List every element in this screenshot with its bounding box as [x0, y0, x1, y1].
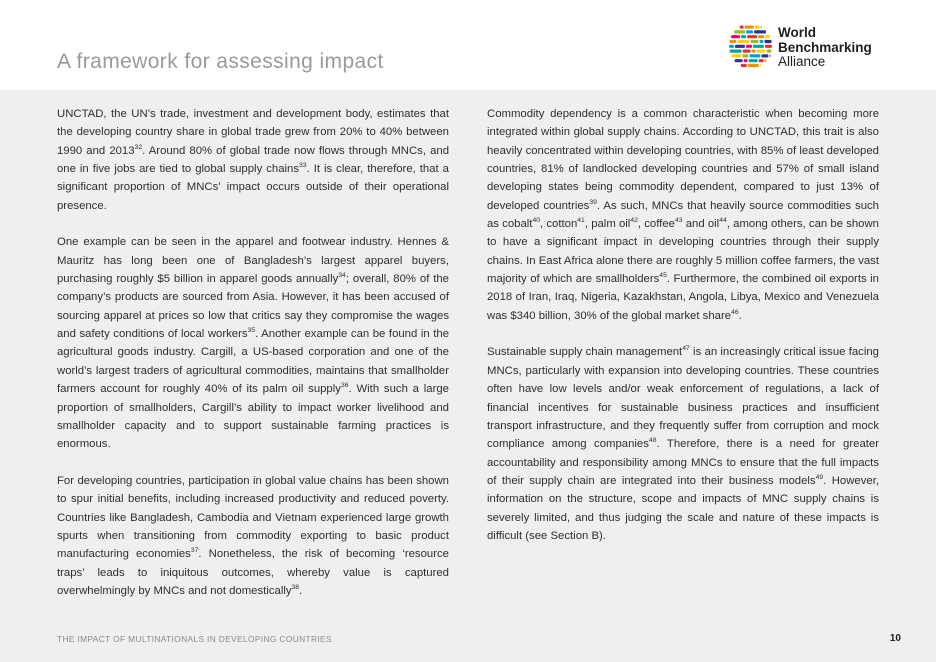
- logo-line-benchmarking: Benchmarking: [778, 39, 872, 55]
- logo-stripe: [746, 30, 753, 33]
- footnote-ref: 42: [630, 217, 638, 225]
- footnote-ref: 36: [340, 382, 349, 390]
- footnote-ref: 32: [134, 143, 143, 151]
- logo-stripe: [735, 59, 743, 62]
- footnote-ref: 40: [532, 217, 541, 225]
- logo-stripe: [738, 40, 750, 43]
- footnote-ref: 35: [247, 327, 256, 335]
- logo-stripe: [730, 40, 737, 43]
- logo-stripe: [744, 59, 748, 62]
- logo-stripe: [746, 45, 752, 48]
- logo-line-world: World: [778, 25, 816, 40]
- text: .: [738, 309, 742, 322]
- paragraph-unctad-trade: [57, 105, 449, 215]
- footnote-ref: 41: [577, 217, 585, 225]
- text: . It is clear, therefore, that a significant proportion of MNCs’ impact occurs outside of their operational presence.: [57, 163, 449, 212]
- logo-stripe: [741, 35, 746, 38]
- logo-stripe: [734, 30, 745, 33]
- paragraph-global-value-chains: [57, 472, 449, 600]
- text: is an increasingly critical issue facing MNCs, particularly with expansion into developing countries. These countries often have low levels and/or weak enforcement of regulations, a lack of financial incentives for sustainable business practices and insufficient transport infrastructure, and they frequently suffer from corruption and mock compliance among companies: [487, 346, 879, 451]
- text: Commodity dependency is a common characteristic when becoming more integrated within global supply chains. According to UNCTAD, this trait is also heavily concentrated within developing countries, with 85% of least developed countries, 81% of landlocked developing countries and 57% of small island developing states being commodity dependent, compared to just 13% of developed countries: [487, 108, 879, 212]
- logo-stripe: [735, 45, 745, 48]
- logo-stripe: [765, 35, 770, 38]
- logo-stripe: [769, 54, 770, 57]
- logo-stripe: [757, 50, 766, 53]
- footer-report-title: THE IMPACT OF MULTINATIONALS IN DEVELOPING COUNTRIES: [57, 634, 332, 644]
- logo-stripe: [741, 64, 747, 67]
- text: . Around 80% of global trade now flows through MNCs, and one in five jobs are tied to global supply chains: [57, 144, 449, 176]
- logo-stripe: [760, 64, 761, 67]
- text: . However, information on the structure, scope and impacts of MNC supply chains is severely limited, and thus judging the scale and nature of these impacts is difficult (see Section B).: [487, 474, 879, 542]
- logo-stripe: [747, 35, 757, 38]
- logo-stripe: [765, 59, 767, 62]
- footnote-ref: 46: [731, 308, 739, 316]
- paragraph-commodity-dependency: [487, 105, 879, 325]
- world-benchmarking-alliance-logo: [728, 22, 888, 72]
- logo-stripe: [755, 26, 760, 29]
- right-column: [487, 105, 879, 564]
- paragraph-sustainable-supply-chain: [487, 343, 879, 545]
- logo-stripe: [759, 59, 764, 62]
- text: UNCTAD, the UN’s trade, investment and development body, estimates that the developing country share in global trade grew from 20% to 40% between 1990 and 2013: [57, 108, 449, 157]
- text: . As such, MNCs that heavily source commodities such as cobalt: [487, 199, 879, 231]
- text: . Therefore, there is a need for greater accountability and responsibility among MNCs to ensure that the full impacts of their supply chain are integrated into their business models: [487, 438, 879, 487]
- footnote-ref: 39: [589, 198, 597, 206]
- text: , among others, can be shown to have a significant impact in developing countries through their supply chains. In East Africa alone there are roughly 5 million coffee farmers, the vast majority of which are smallholders: [487, 218, 879, 286]
- logo-stripe: [731, 35, 740, 38]
- paragraph-apparel-example: [57, 233, 449, 453]
- logo-stripe: [751, 40, 759, 43]
- logo-stripe: [754, 30, 766, 33]
- logo-stripe: [742, 54, 748, 57]
- logo-stripe: [749, 54, 760, 57]
- logo-stripe: [758, 35, 764, 38]
- footnote-ref: 45: [659, 272, 667, 280]
- left-column: [57, 105, 449, 619]
- logo-stripe: [731, 54, 741, 57]
- text: Sustainable supply chain management: [487, 346, 683, 359]
- text: , cotton: [540, 218, 578, 231]
- text: . Nonetheless, the risk of becoming ‘resource traps’ leads to iniquitous outcomes, whereby value is captured overwhelmingly by MNCs and not domestically: [57, 548, 449, 597]
- footnote-ref: 37: [190, 547, 199, 555]
- footnote-ref: 43: [674, 217, 683, 225]
- logo-line-alliance: Alliance: [778, 54, 826, 69]
- logo-stripe: [749, 59, 758, 62]
- logo-stripe: [748, 64, 759, 67]
- logo-stripe: [729, 45, 734, 48]
- text: .: [299, 584, 303, 597]
- logo-stripe: [761, 26, 762, 29]
- text: . Furthermore, the combined oil exports in 2018 of Iran, Iraq, Nigeria, Kazakhstan, Angola, Libya, Mexico and Venezuela was $340 billion, 30% of the global market share: [487, 273, 879, 322]
- logo-stripe: [745, 26, 754, 29]
- logo-stripe: [752, 50, 756, 53]
- text: , coffee: [637, 218, 675, 231]
- footnote-ref: 44: [719, 217, 727, 225]
- text: , palm oil: [584, 218, 631, 231]
- logo-stripe: [765, 45, 772, 48]
- footnote-ref: 33: [299, 162, 307, 170]
- footnote-ref: 48: [648, 437, 657, 445]
- logo-stripe: [753, 45, 764, 48]
- footnote-ref: 34: [338, 272, 346, 280]
- text: . Another example can be found in the agricultural goods industry. Cargill, a US-based corporation and one of the world’s largest traders of agricultural commodities, maintains that smallholder farmers account for roughly 40% of its palm oil supply: [57, 328, 450, 396]
- logo-stripe: [740, 26, 744, 29]
- text: . With such a large proportion of smallholders, Cargill’s ability to impact worker livelihood and smallholder capacity and to support sustainable farming practices is enormous.: [57, 383, 449, 451]
- text: and oil: [682, 218, 720, 231]
- text: ; overall, 80% of the company’s products are sourced from Asia. However, it has been accused of sourcing apparel at prices so low that critics say they compromise the wages and safety conditions of local workers: [57, 273, 449, 341]
- logo-stripe: [765, 40, 772, 43]
- footnote-ref: 49: [815, 473, 824, 481]
- logo-stripe: [760, 40, 764, 43]
- logo-stripe: [767, 50, 772, 53]
- page-header: [0, 0, 936, 90]
- text: For developing countries, participation in global value chains has been shown to spur initial benefits, including increased productivity and reduced poverty. Countries like Bangladesh, Cambodia and Vietnam experienced large growth spurts when transitioning from commodity exporting to basic product manufacturing economies: [57, 474, 449, 561]
- footnote-ref: 38: [291, 583, 300, 591]
- page-number: 10: [889, 633, 901, 644]
- wba-striped-globe-logo-icon: [728, 22, 774, 70]
- logo-wordmark: [778, 26, 872, 70]
- text: One example can be seen in the apparel and footwear industry. Hennes & Mauritz has long been one of Bangladesh’s largest apparel buyers, purchasing roughly $5 billion in apparel goods annually: [57, 236, 449, 286]
- footnote-ref: 47: [682, 345, 690, 353]
- logo-stripe: [743, 50, 751, 53]
- page-title: A framework for assessing impact: [57, 50, 384, 73]
- logo-stripe: [730, 50, 742, 53]
- logo-stripe: [761, 54, 768, 57]
